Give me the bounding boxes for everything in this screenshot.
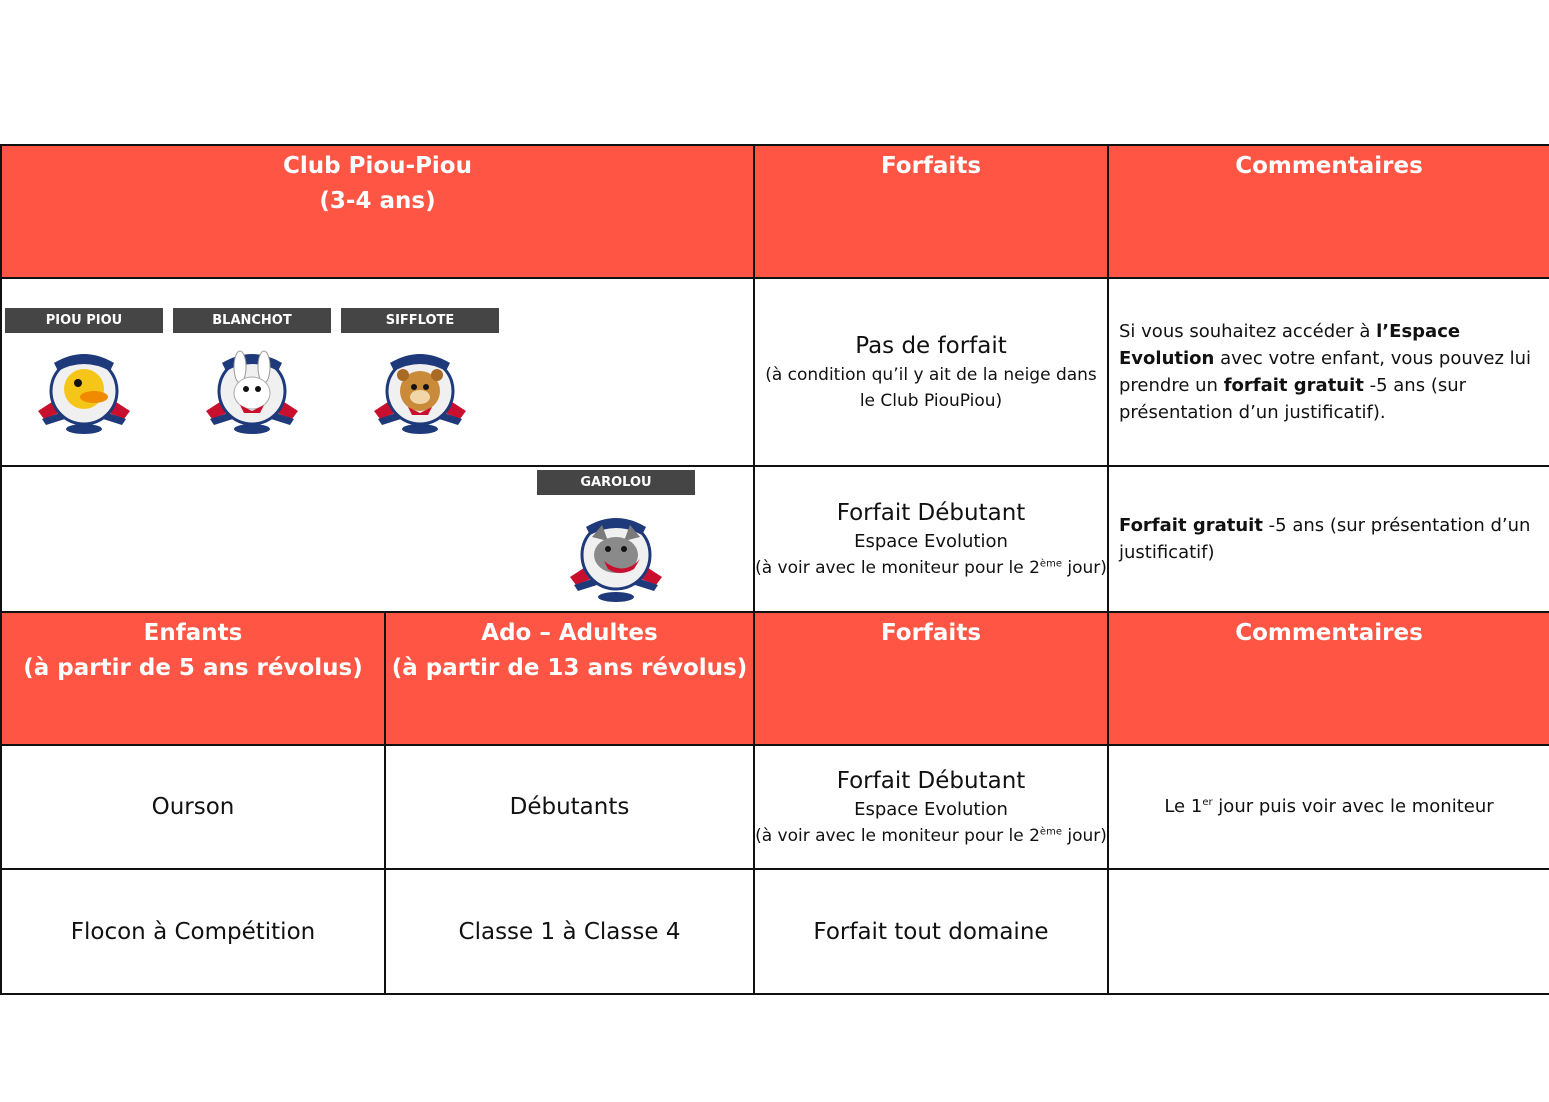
forfait-note: (à condition qu’il y ait de la neige dans le Club PiouPiou) (765, 365, 1097, 411)
ski-pass-table (0, 144, 1549, 995)
forfait-cell-row2 (754, 466, 1108, 612)
forfait-main: Forfait Débutant (836, 500, 1026, 526)
comment-cell-row2 (1108, 466, 1549, 612)
ado-header-cell (385, 612, 754, 745)
forfait-sub: Espace Evolution (854, 799, 1008, 820)
comment-cell-row3: Le 1er jour puis voir avec le moniteur (1108, 745, 1549, 869)
club-age: (3-4 ans) (319, 188, 436, 214)
mascot-garolou (537, 470, 695, 603)
comment-text: -5 ans (sur présentation d’un justificatif). (1119, 375, 1467, 423)
forfaits-header-1: Forfaits (754, 145, 1108, 278)
mascot-label: BLANCHOT (173, 308, 331, 333)
mascot-label: GAROLOU (537, 470, 695, 495)
forfaits-header-2: Forfaits (754, 612, 1108, 745)
enfants-title: Enfants (143, 620, 243, 646)
enfants-header-cell (1, 612, 385, 745)
enfants-level-flocon: Flocon à Compétition (1, 869, 385, 994)
ado-age: (à partir de 13 ans révolus) (391, 655, 748, 681)
ado-level-debutants: Débutants (385, 745, 754, 869)
forfait-main: Pas de forfait (855, 333, 1007, 359)
comment-text: Si vous souhaitez accéder à (1119, 321, 1377, 342)
forfait-cell-row1 (754, 278, 1108, 466)
duck-mascot-icon (32, 341, 136, 435)
comment-text: avec votre enfant, vous pouvez lui prendre un (1119, 348, 1532, 396)
comment-bold: l’Espace Evolution (1119, 321, 1461, 369)
comment-text: -5 ans (sur présentation d’un justificatif) (1119, 515, 1531, 563)
forfait-main: Forfait Débutant (836, 768, 1026, 794)
forfait-tout-domaine: Forfait tout domaine (754, 869, 1108, 994)
commentaires-header-1: Commentaires (1108, 145, 1549, 278)
ado-title: Ado – Adultes (481, 620, 658, 646)
forfait-note: (à voir avec le moniteur pour le 2ème jour) (755, 558, 1107, 578)
forfait-note: (à voir avec le moniteur pour le 2ème jour) (755, 826, 1107, 846)
comment-cell-row1 (1108, 278, 1549, 466)
mascot-label: PIOU PIOU (5, 308, 163, 333)
comment-bold: Forfait gratuit (1119, 515, 1263, 536)
club-title: Club Piou-Piou (283, 153, 472, 179)
commentaires-header-2: Commentaires (1108, 612, 1549, 745)
mascot-label: SIFFLOTE (341, 308, 499, 333)
ado-level-classe: Classe 1 à Classe 4 (385, 869, 754, 994)
club-header-cell (1, 145, 754, 278)
comment-cell-row4 (1108, 869, 1549, 994)
wolf-mascot-icon (564, 503, 668, 603)
forfait-cell-row3 (754, 745, 1108, 869)
forfait-sub: Espace Evolution (854, 531, 1008, 552)
marmot-mascot-icon (368, 341, 472, 435)
comment-bold: forfait gratuit (1223, 375, 1364, 396)
mascot-sifflote (341, 308, 499, 435)
mascot-piou-piou (5, 308, 163, 435)
mascots-cell-2 (1, 466, 754, 612)
enfants-level-ourson: Ourson (1, 745, 385, 869)
enfants-age: (à partir de 5 ans révolus) (23, 655, 363, 681)
mascots-cell-1 (1, 278, 754, 466)
mascot-blanchot (173, 308, 331, 435)
rabbit-mascot-icon (200, 341, 304, 435)
